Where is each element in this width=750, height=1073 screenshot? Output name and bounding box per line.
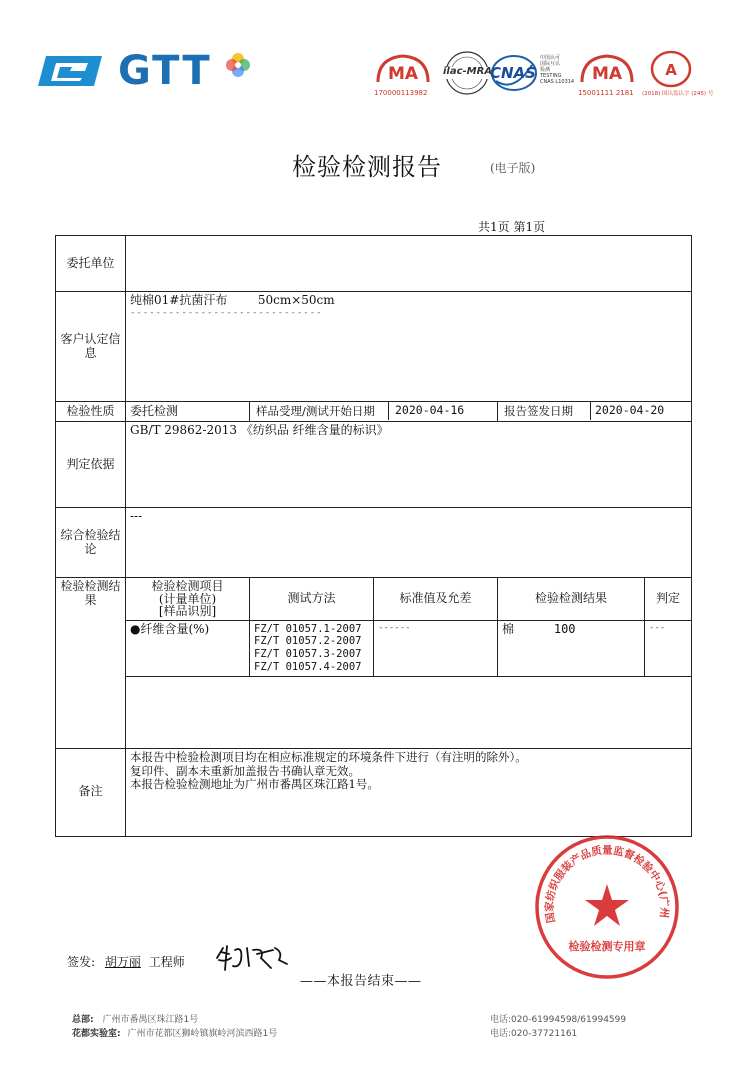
conclusion-label: 综合检验结论 <box>56 508 126 578</box>
col-standard-header: 标准值及允差 <box>374 578 498 621</box>
cnas-side-text: 中国认可 国际互认 检测 TESTING CNAS L10314 <box>540 55 575 85</box>
remark-1: 本报告中检验检测项目均在相应标准规定的环境条件下进行（有注明的除外）。 <box>130 749 527 764</box>
customer-info-cell <box>126 292 692 402</box>
svg-text:检验检测专用章: 检验检测专用章 <box>568 940 646 953</box>
signature-line <box>67 953 185 970</box>
client-value <box>126 236 692 292</box>
col-item-header <box>126 578 250 621</box>
official-stamp <box>532 832 682 982</box>
inspection-type-value: 委托检测 <box>126 402 250 422</box>
remark-2: 复印件、副本未重新加盖报告书确认章无效。 <box>130 763 360 778</box>
cma-logo-icon <box>374 52 432 88</box>
customer-info-label: 客户认定信息 <box>56 292 126 402</box>
conclusion-value: --- <box>126 508 692 578</box>
report-title: 检验检测报告 <box>292 153 442 181</box>
client-label: 委托单位 <box>56 236 126 292</box>
svg-text:A: A <box>665 61 677 79</box>
pagination: 共1页 第1页 <box>478 220 546 234</box>
lab-address: 广州市花都区狮岭镇旗岭河滨西路1号 <box>127 1029 278 1039</box>
brand-name: GTT <box>118 48 212 94</box>
row-item: ●纤维含量(%) <box>126 620 250 676</box>
svg-text:MA: MA <box>387 64 419 84</box>
handwritten-signature <box>213 940 293 974</box>
svg-text:MA: MA <box>591 64 623 84</box>
remarks <box>126 748 692 836</box>
row-standard: ------ <box>374 620 498 676</box>
hq-address: 广州市番禺区珠江路1号 <box>102 1015 199 1025</box>
row-result <box>498 620 645 676</box>
svg-text:国家纺织服装产品质量监督检验中心(广州): 国家纺织服装产品质量监督检验中心(广州 <box>543 844 671 924</box>
method-4: FZ/T 01057.4-2007 <box>254 660 362 673</box>
cma-logo-2-icon <box>578 52 636 88</box>
lab-label: 花都实验室: <box>72 1029 121 1039</box>
ma-number-2: 15001111 2181 <box>578 89 634 97</box>
sample-date-value: 2020-04-16 <box>395 403 465 418</box>
phone-1: 电话:020-61994598/61994599 <box>490 1015 627 1025</box>
row-result-value: 100 <box>553 621 576 636</box>
method-2: FZ/T 01057.2-2007 <box>254 635 362 648</box>
basis-value: GB/T 29862-2013 《纺织品 纤维含量的标识》 <box>126 422 692 508</box>
signer-name: 胡万丽 <box>104 955 141 969</box>
footer-hq <box>72 1012 198 1025</box>
row-methods <box>250 620 374 676</box>
cal-logo-icon <box>650 50 692 88</box>
issue-date-label: 报告签发日期 <box>498 402 591 420</box>
cnas-text: CNAS <box>490 64 536 82</box>
results-empty-row <box>126 676 692 748</box>
sample-date-label: 样品受理/测试开始日期 <box>250 402 389 420</box>
footer-lab <box>72 1026 277 1039</box>
remark-label: 备注 <box>56 748 126 836</box>
col-judge-header: 判定 <box>645 578 692 621</box>
date-cell <box>250 402 498 422</box>
report-table <box>55 235 692 837</box>
ma-number-1: 170000113982 <box>374 89 428 97</box>
col-result-header: 检验检测结果 <box>498 578 645 621</box>
method-3: FZ/T 01057.3-2007 <box>254 647 362 660</box>
row-result-fiber: 棉 <box>502 621 515 636</box>
hq-label: 总部: <box>72 1015 94 1025</box>
col-item-line3: [样品识别] <box>158 604 217 619</box>
issue-date-cell <box>498 402 692 422</box>
report-subtitle: (电子版) <box>490 161 536 175</box>
phone-2: 电话:020-37721161 <box>490 1029 578 1039</box>
gtt-logo-icon <box>36 54 104 88</box>
remark-3: 本报告检验检测地址为广州市番禺区珠江路1号。 <box>130 777 379 792</box>
row-judge: --- <box>645 620 692 676</box>
customer-info-dash: ------------------------------ <box>130 307 323 318</box>
col-item-line2: (计量单位) <box>158 591 217 606</box>
inspection-type-label: 检验性质 <box>56 402 126 422</box>
cal-note: (2018) 国认监认字 (245) 号 <box>642 91 714 97</box>
col-item-line1: 检验检测项目 <box>151 579 224 593</box>
report-end: ——本报告结束—— <box>300 974 422 989</box>
method-1: FZ/T 01057.1-2007 <box>254 622 362 635</box>
brand-flower-icon <box>225 52 251 78</box>
signer-title: 工程师 <box>148 955 185 969</box>
basis-label: 判定依据 <box>56 422 126 508</box>
col-method-header: 测试方法 <box>250 578 374 621</box>
sign-label: 签发: <box>67 955 96 969</box>
ilac-text: ilac-MRA <box>443 66 493 77</box>
customer-info-value: 纯棉01#抗菌汗布 50cm×50cm <box>130 293 335 307</box>
issue-date-value: 2020-04-20 <box>595 403 665 418</box>
results-label: 检验检测结果 <box>56 578 126 749</box>
